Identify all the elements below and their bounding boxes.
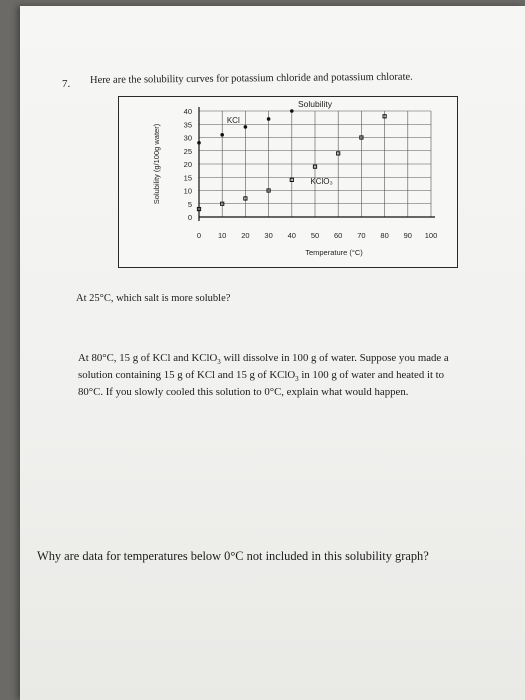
y-tick-label: 35	[183, 120, 192, 130]
y-tick-label: 15	[183, 173, 192, 183]
data-point-kcl	[244, 125, 248, 129]
x-tick-label: 70	[357, 231, 366, 240]
y-tick-label: 20	[183, 160, 192, 169]
q2-line-1-sub: 3	[217, 358, 221, 367]
chart-title: Solubility	[297, 99, 333, 109]
question-2-text	[78, 352, 518, 399]
x-tick-label: 10	[218, 231, 227, 240]
question-3-text: Why are data for temperatures below 0°C not included in this solubility graph?	[37, 549, 429, 563]
x-tick-label: 100	[424, 231, 438, 240]
x-tick-label: 40	[287, 231, 296, 240]
x-tick-label: 20	[241, 231, 250, 240]
q2-line-2-pre: solution containing 15 g of KCl and 15 g of KClO	[78, 369, 296, 382]
y-tick-label: 5	[187, 199, 192, 209]
q2-line-1-post: will dissolve in 100 g of water. Suppose you made a	[220, 352, 449, 364]
x-tick-label: 30	[264, 231, 273, 240]
q2-line-2-sub: 3	[295, 375, 299, 384]
series-label-kclo3: KClO₃	[310, 176, 333, 186]
q2-line-1-pre: At 80°C, 15 g of KCl and KClO	[78, 352, 218, 364]
solubility-chart-svg	[119, 97, 457, 267]
y-tick-label: 40	[183, 107, 192, 116]
y-tick-label: 30	[183, 133, 192, 143]
solubility-chart	[118, 96, 458, 268]
data-point-kcl	[197, 141, 201, 145]
x-axis-label: Temperature (°C)	[305, 248, 363, 257]
question-1-text: At 25°C, which salt is more soluble?	[76, 293, 231, 304]
x-tick-label: 60	[334, 231, 343, 240]
data-point-kcl	[290, 109, 294, 113]
x-tick-label: 80	[380, 231, 389, 240]
series-label-kcl: KCl	[226, 115, 240, 125]
worksheet-page	[20, 6, 525, 700]
y-axis-label: Solubility (g/100g water)	[152, 123, 161, 205]
y-tick-label: 10	[183, 186, 192, 196]
question-intro: Here are the solubility curves for potassium chloride and potassium chlorate.	[89, 71, 413, 86]
y-tick-label: 0	[187, 213, 192, 222]
x-tick-label: 50	[310, 231, 320, 240]
x-tick-label: 0	[196, 231, 202, 240]
x-tick-label: 90	[403, 231, 412, 240]
y-tick-label: 25	[183, 146, 192, 156]
data-point-kcl	[267, 117, 271, 121]
q2-line-3: 80°C. If you slowly cooled this solution to 0°C, explain what would happen.	[78, 386, 409, 399]
question-number: 7.	[62, 78, 71, 90]
q2-line-2-post: in 100 g of water and heated it to	[298, 369, 445, 382]
data-point-kcl	[220, 133, 224, 137]
